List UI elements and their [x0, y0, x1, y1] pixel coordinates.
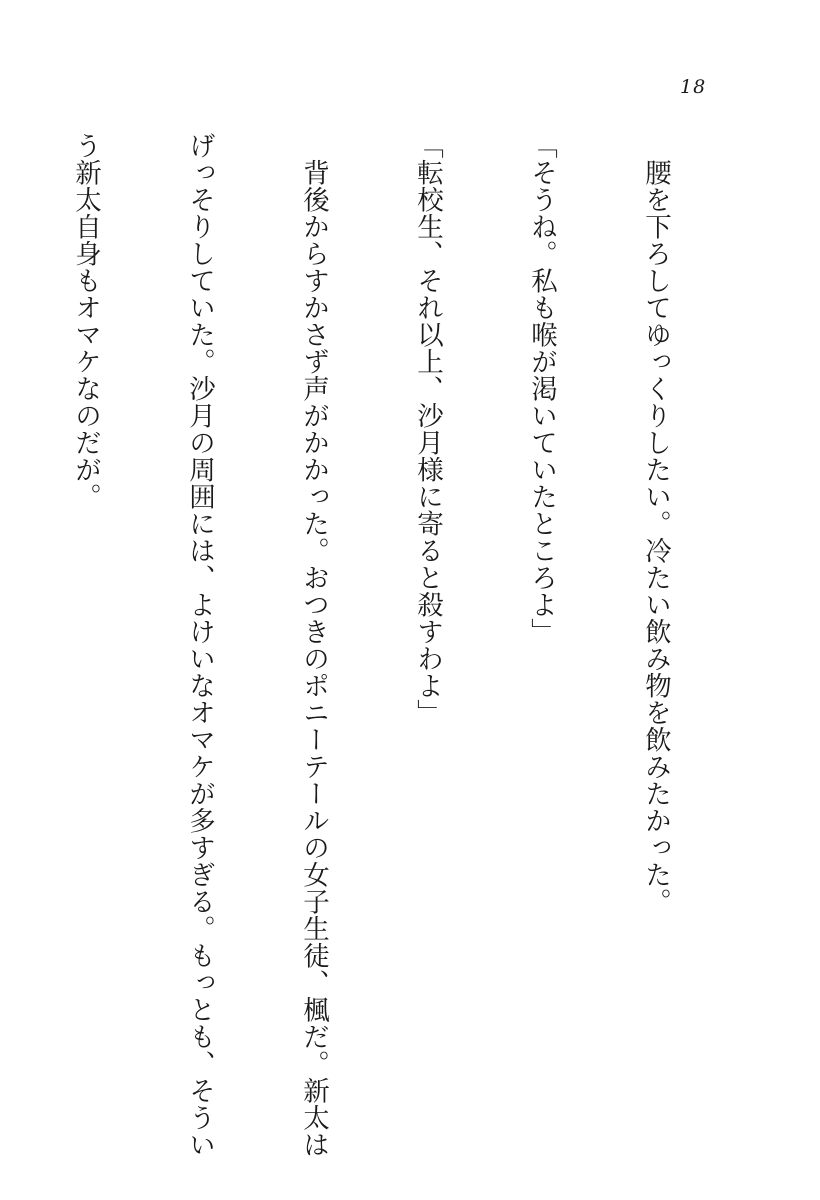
text-line: 腰を下ろしてゆっくりしたい。冷たい飲み物を飲みたかった。 [640, 132, 671, 915]
text-line: げっそりしていた。沙月の周囲には、よけいなオマケが多すぎる。もっとも、そうい [184, 132, 215, 1158]
text-line: 「転校生、それ以上、沙月様に寄ると殺すわよ」 [412, 132, 443, 726]
text-line: 「そうね。私も喉が渇いていたところよ」 [526, 132, 557, 645]
body-text [0, 132, 750, 1158]
text-line: 背後からすかさず声がかかった。おつきのポニーテールの女子生徒、楓だ。新太は [298, 132, 329, 1158]
text-line: う新太自身もオマケなのだが。 [70, 132, 101, 510]
page-number: 18 [680, 76, 707, 98]
